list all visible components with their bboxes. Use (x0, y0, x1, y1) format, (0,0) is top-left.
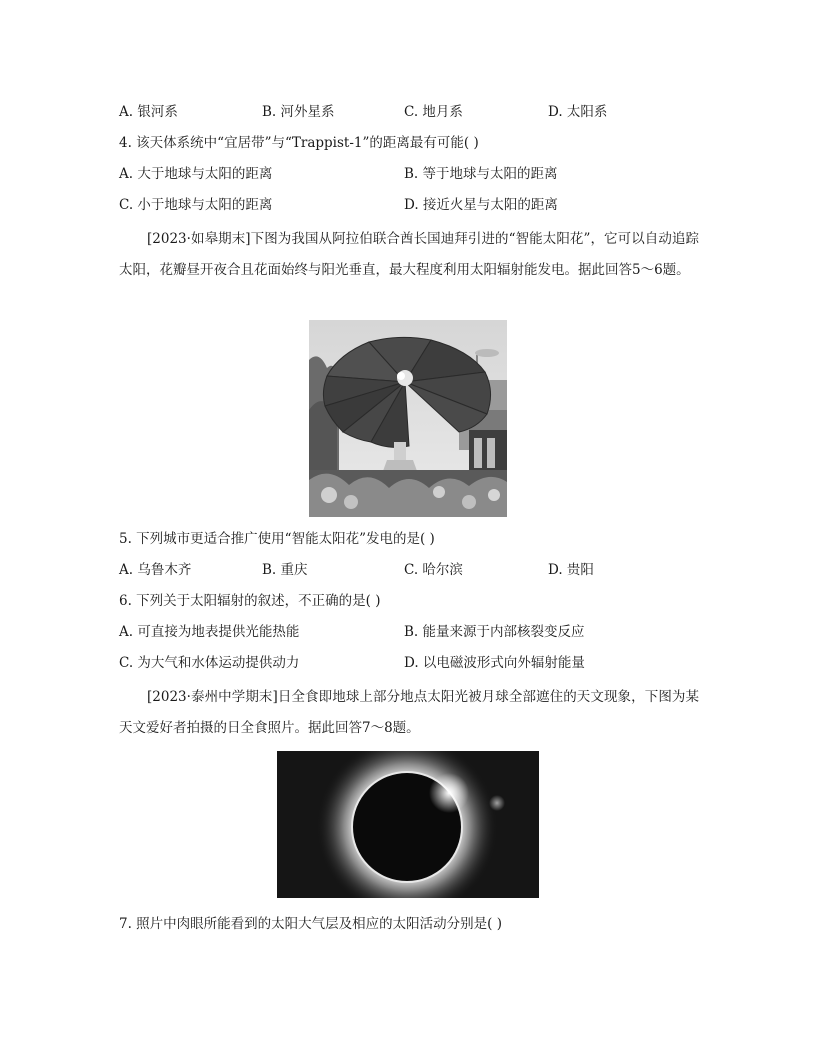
smart-sunflower-photo (309, 320, 507, 517)
q4-option-a: A. 大于地球与太阳的距离 (119, 166, 273, 182)
q3-option-a: A. 银河系 (119, 104, 178, 120)
q5-option-d: D. 贵阳 (548, 562, 594, 578)
q5-option-b: B. 重庆 (262, 562, 308, 578)
q7-stem: 7. 照片中肉眼所能看到的太阳大气层及相应的太阳活动分别是( ) (119, 916, 502, 932)
q4-stem: 4. 该天体系统中“宜居带”与“Trappist-1”的距离最有可能( ) (119, 135, 479, 151)
q4-option-d: D. 接近火星与太阳的距离 (404, 197, 558, 213)
q6-option-d: D. 以电磁波形式向外辐射能量 (404, 655, 585, 671)
q5-option-c: C. 哈尔滨 (404, 562, 463, 578)
q3-option-c: C. 地月系 (404, 104, 463, 120)
q3-option-d: D. 太阳系 (548, 104, 608, 120)
q4-option-c: C. 小于地球与太阳的距离 (119, 197, 273, 213)
q3-option-b: B. 河外星系 (262, 104, 335, 120)
q6-option-c: C. 为大气和水体运动提供动力 (119, 655, 300, 671)
q6-option-b: B. 能量来源于内部核裂变反应 (404, 624, 585, 640)
q6-option-a: A. 可直接为地表提供光能热能 (119, 624, 300, 640)
q5-option-a: A. 乌鲁木齐 (119, 562, 192, 578)
material-paragraph-1: [2023·如皋期末]下图为我国从阿拉伯联合酋长国迪拜引进的“智能太阳花”，它可以自动追踪太阳，花瓣昼开夜合且花面始终与阳光垂直，最大程度利用太阳辐射能发电。据此回答5～6题。 (119, 231, 699, 278)
q6-stem: 6. 下列关于太阳辐射的叙述，不正确的是( ) (119, 593, 381, 609)
q5-stem: 5. 下列城市更适合推广使用“智能太阳花”发电的是( ) (119, 531, 435, 547)
material-paragraph-2: [2023·泰州中学期末]日全食即地球上部分地点太阳光被月球全部遮住的天文现象，下图为某天文爱好者拍摄的日全食照片。据此回答7～8题。 (119, 689, 699, 736)
solar-eclipse-photo (277, 751, 539, 898)
q4-option-b: B. 等于地球与太阳的距离 (404, 166, 558, 182)
